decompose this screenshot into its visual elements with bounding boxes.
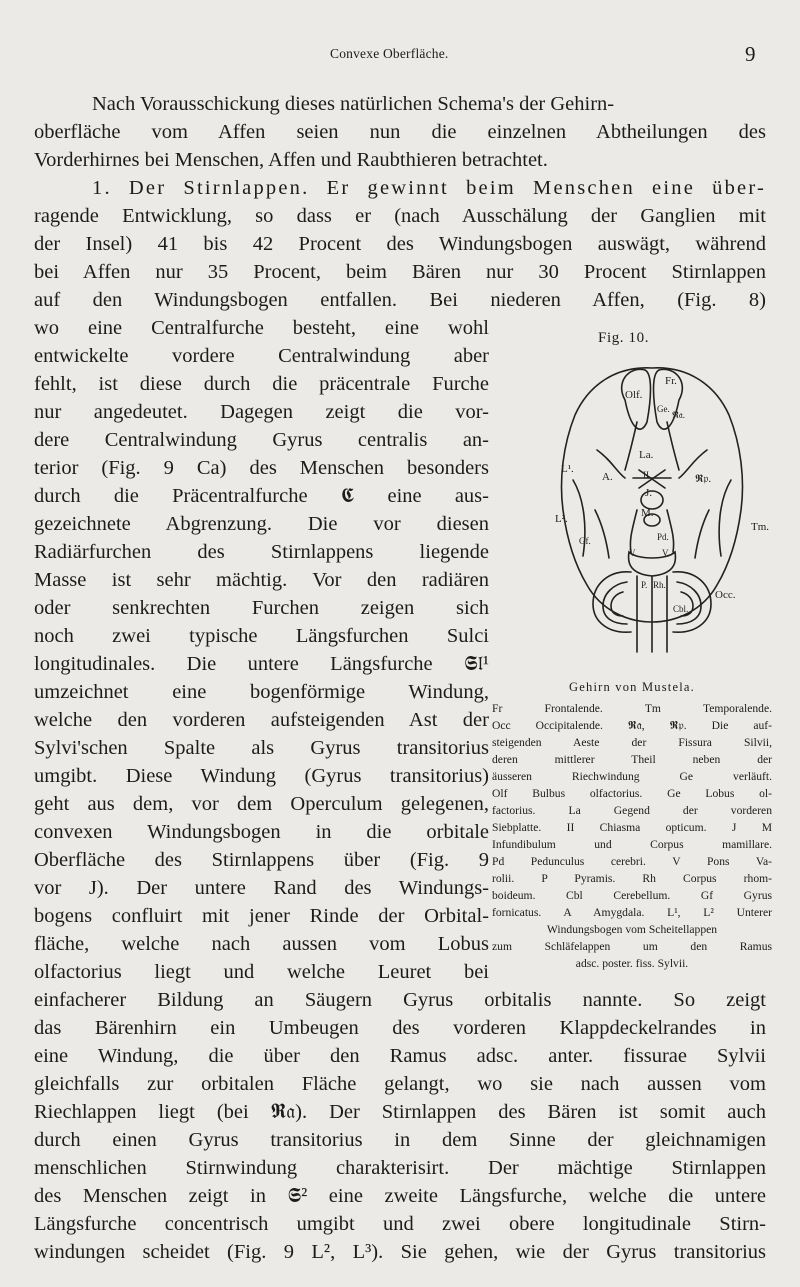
text-line: geht aus dem, vor dem Operculum gelegenen, [34, 793, 489, 815]
caption-line: Pd Pedunculus cerebri. V Pons Va- [492, 855, 772, 868]
caption-line: rolii. P Pyramis. Rh Corpus rhom- [492, 872, 772, 885]
figure-10 [492, 330, 772, 970]
text-line: oberfläche vom Affen seien nun die einzelnen Abtheilungen des [34, 121, 766, 143]
text-line: Oberfläche des Stirnlappens über (Fig. 9 [34, 849, 489, 871]
text-line: wo eine Centralfurche besteht, eine wohl [34, 317, 489, 339]
chiasma [633, 470, 671, 488]
text-line: olfactorius liegt und welche Leuret bei [34, 961, 489, 983]
label-ge: Ge. [657, 404, 670, 414]
caption-line: Fr Frontalende. Tm Temporalende. [492, 702, 772, 715]
text-line: Vorderhirnes bei Menschen, Affen und Raubthieren betrachtet. [34, 149, 548, 171]
label-rp: 𝕽𝔭. [695, 473, 712, 485]
text-line: terior (Fig. 9 Ca) des Menschen besonders [34, 457, 489, 479]
text-line: Nach Vorausschickung dieses natürlichen Schema's der Gehirn- [92, 93, 615, 115]
text-line: eine Windung, die über den Ramus adsc. anter. fissurae Sylvii [34, 1045, 766, 1067]
label-j: J. [645, 487, 653, 499]
label-m: M. [641, 507, 654, 519]
text-line: windungen scheidet (Fig. 9 L², L³). Sie gehen, wie der Gyrus transitorius [34, 1241, 766, 1263]
label-ii: II. [643, 470, 652, 480]
caption-line: boideum. Cbl Cerebellum. Gf Gyrus [492, 889, 772, 902]
text-line: umgibt. Diese Windung (Gyrus transitorius) [34, 765, 489, 787]
text-line: bei Affen nur 35 Procent, beim Bären nur 30 Procent Stirnlappen [34, 261, 766, 283]
text-line: Längsfurche concentrisch umgibt und zwei obere longitudinale Stirn- [34, 1213, 766, 1235]
text-line: nur angedeutet. Dagegen zeigt die vor- [34, 401, 489, 423]
figure-number: Fig. 10. [598, 330, 650, 346]
label-v-right: V. [662, 548, 670, 558]
label-pd: Pd. [657, 532, 669, 542]
text-line: auf den Windungsbogen entfallen. Bei niederen Affen, (Fig. 8) [34, 289, 766, 311]
text-line: Riechlappen liegt (bei 𝕽𝔞). Der Stirnlappen des Bären ist somit auch [34, 1101, 766, 1123]
text-line: durch die Präcentralfurche 𝕮 eine aus- [34, 485, 489, 507]
caption-line: Infundibulum und Corpus mamillare. [492, 838, 772, 851]
label-tm: Tm. [751, 521, 770, 533]
text-line: der Insel) 41 bis 42 Procent des Windungsbogen auswägt, während [34, 233, 766, 255]
label-la: La. [639, 449, 654, 461]
label-p: P. [641, 580, 648, 590]
caption-line: Windungsbogen vom Scheitellappen [546, 923, 718, 936]
text-line: entwickelte vordere Centralwindung aber [34, 345, 489, 367]
caption-line: äusseren Riechwindung Ge verläuft. [492, 770, 772, 783]
caption-line: steigenden Aeste der Fissura Silvii, [492, 736, 772, 749]
text-line: durch einen Gyrus transitorius in dem Sinne der gleichnamigen [34, 1129, 766, 1151]
text-line: ragende Entwicklung, so dass er (nach Ausschälung der Ganglien mit [34, 205, 766, 227]
text-line: gleichfalls zur orbitalen Fläche gelangt, wo sie nach aussen vom [34, 1073, 766, 1095]
text-line: welche den vorderen aufsteigenden Ast der [34, 709, 489, 731]
caption-line: fornicatus. A Amygdala. L¹, L² Unterer [492, 906, 772, 919]
text-line: noch zwei typische Längsfurchen Sulci [34, 625, 489, 647]
label-rh: Rh. [653, 580, 666, 590]
caption-line: Occ Occipitalende. 𝕽𝔞, 𝕽𝔭. Die auf- [492, 719, 772, 732]
label-l2: L². [555, 513, 568, 525]
label-cbl: Cbl. [673, 604, 689, 614]
caption-line: adsc. poster. fiss. Sylvii. [575, 957, 689, 970]
caption-line: deren mittlerer Theil neben der [492, 753, 772, 766]
text-line: dere Centralwindung Gyrus centralis an- [34, 429, 489, 451]
caption-line: factorius. La Gegend der vorderen [492, 804, 772, 817]
text-line: oder senkrechten Furchen zeigen sich [34, 597, 489, 619]
text-line: bogens confluirt mit jener Rinde der Orbital- [34, 905, 489, 927]
text-line: fehlt, ist diese durch die präcentrale Furche [34, 373, 489, 395]
text-line: vor J). Der untere Rand des Windungs- [34, 877, 489, 899]
running-head: Convexe Oberfläche. [330, 46, 449, 61]
text-line: menschlichen Stirnwindung charakterisirt. Der mächtige Stirnlappen [34, 1157, 766, 1179]
text-line: gezeichnete Abgrenzung. Die vor diesen [34, 513, 489, 535]
text-line: Sylvi'schen Spalte als Gyrus transitorius [34, 737, 489, 759]
label-olf: Olf. [625, 389, 643, 401]
label-gf: Gf. [579, 536, 591, 546]
label-ra: 𝕽𝔞. [672, 410, 686, 420]
label-a: A. [602, 471, 613, 483]
caption-title: Gehirn von Mustela. [569, 680, 695, 694]
caption-line: zum Schläfelappen um den Ramus [492, 940, 772, 953]
brain-illustration [537, 360, 770, 660]
text-line: einfacherer Bildung an Säugern Gyrus orbitalis nannte. So zeigt [34, 989, 766, 1011]
text-line: Radiärfurchen des Stirnlappens liegende [34, 541, 489, 563]
text-line: Masse ist sehr mächtig. Vor den radiären [34, 569, 489, 591]
text-line: das Bärenhirn ein Umbeugen des vorderen Klappdeckelrandes in [34, 1017, 766, 1039]
page-number: 9 [745, 42, 756, 66]
label-l1: L¹. [561, 463, 574, 475]
label-fr: Fr. [665, 375, 677, 387]
text-line: umzeichnet eine bogenförmige Windung, [34, 681, 489, 703]
text-line: longitudinales. Die untere Längsfurche 𝕾𝔩¹ [34, 653, 489, 675]
text-line: convexen Windungsbogen in die orbitale [34, 821, 489, 843]
text-line: des Menschen zeigt in 𝕾² eine zweite Längsfurche, welche die untere [34, 1185, 766, 1207]
caption-line: Olf Bulbus olfactorius. Ge Lobus ol- [492, 787, 772, 800]
caption-line: Siebplatte. II Chiasma opticum. J M [492, 821, 772, 834]
label-occ: Occ. [715, 589, 736, 601]
text-line: fläche, welche nach aussen vom Lobus [34, 933, 489, 955]
text-line: 1. Der Stirnlappen. Er gewinnt beim Menschen eine über- [92, 177, 766, 199]
label-v-left: V. [629, 548, 637, 558]
